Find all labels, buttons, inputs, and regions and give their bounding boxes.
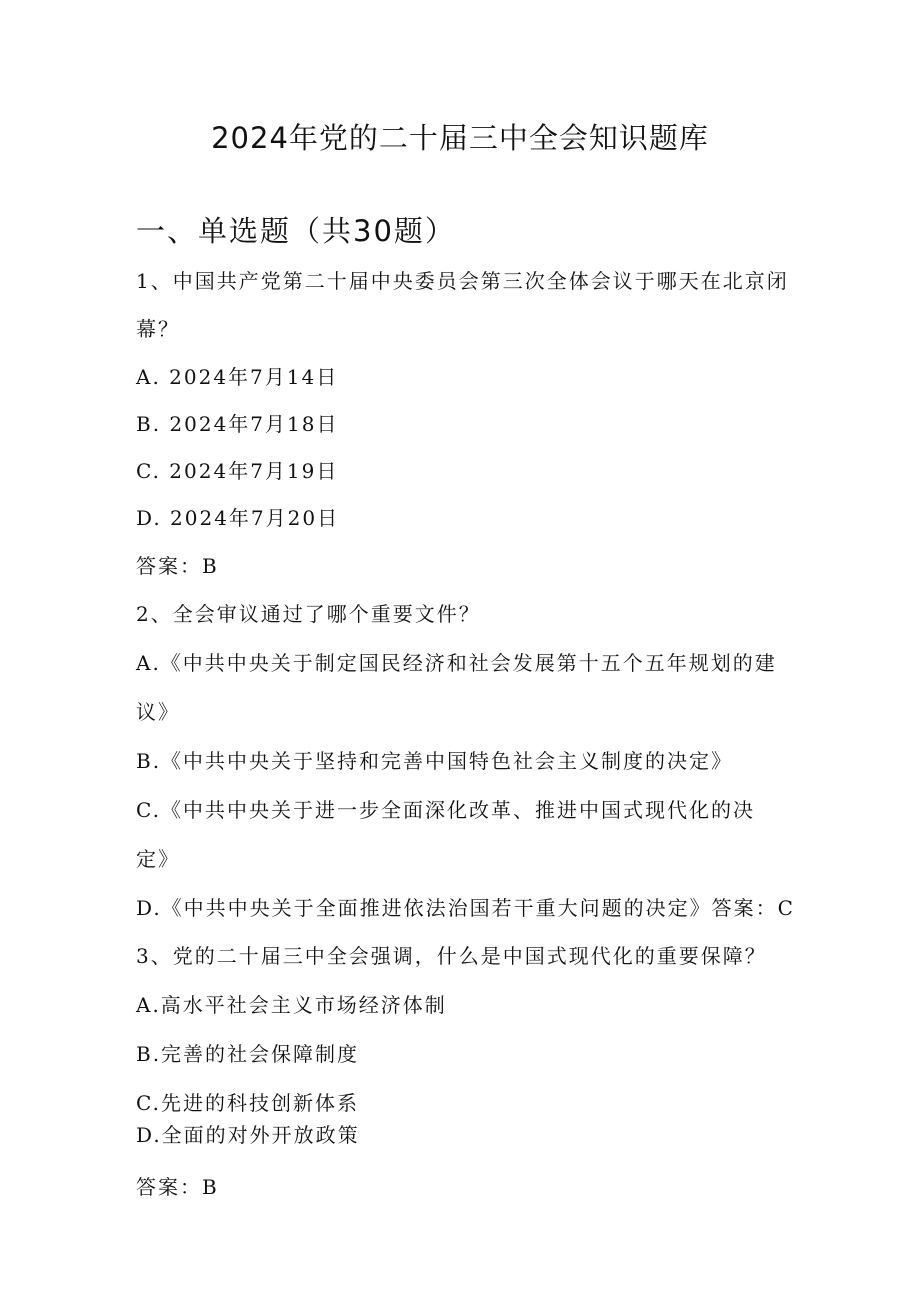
section-heading: 一、单选题（共30题） (136, 214, 456, 248)
question-2-stem-line-1: 2、全会审议通过了哪个重要文件？ (136, 602, 481, 626)
question-2-option-d-with-answer: D.《中共中央关于全面推进依法治国若干重大问题的决定》答案：C (136, 896, 795, 920)
document-title: 2024年党的二十届三中全会知识题库 (211, 121, 709, 155)
question-1-option-c: C. 2024年7月19日 (136, 459, 339, 483)
question-1-stem-line-1: 1、中国共产党第二十届中央委员会第三次全体会议于哪天在北京闭 (136, 269, 789, 293)
question-3-option-d: D.全面的对外开放政策 (136, 1123, 360, 1147)
question-3-stem-line-1: 3、党的二十届三中全会强调，什么是中国式现代化的重要保障？ (136, 944, 767, 968)
question-3-option-b: B.完善的社会保障制度 (136, 1042, 360, 1066)
question-2-option-b: B.《中共中央关于坚持和完善中国特色社会主义制度的决定》 (136, 749, 734, 773)
question-1-stem-line-2: 幕？ (136, 317, 180, 341)
question-2-option-a-line-1: A.《中共中央关于制定国民经济和社会发展第十五个五年规划的建 (136, 651, 777, 675)
question-2-option-c-line-2: 定》 (136, 847, 180, 871)
question-3-option-c: C.先进的科技创新体系 (136, 1091, 359, 1115)
question-2-option-a-line-2: 议》 (136, 700, 180, 724)
question-1-option-b: B. 2024年7月18日 (136, 412, 339, 436)
question-1-option-a: A. 2024年7月14日 (136, 365, 339, 389)
question-2-option-c-line-1: C.《中共中央关于进一步全面深化改革、推进中国式现代化的决 (136, 798, 755, 822)
question-1-answer: 答案：B (136, 554, 219, 578)
question-3-option-a: A.高水平社会主义市场经济体制 (136, 993, 447, 1017)
question-3-answer: 答案：B (136, 1175, 219, 1199)
question-1-option-d: D. 2024年7月20日 (136, 506, 340, 530)
